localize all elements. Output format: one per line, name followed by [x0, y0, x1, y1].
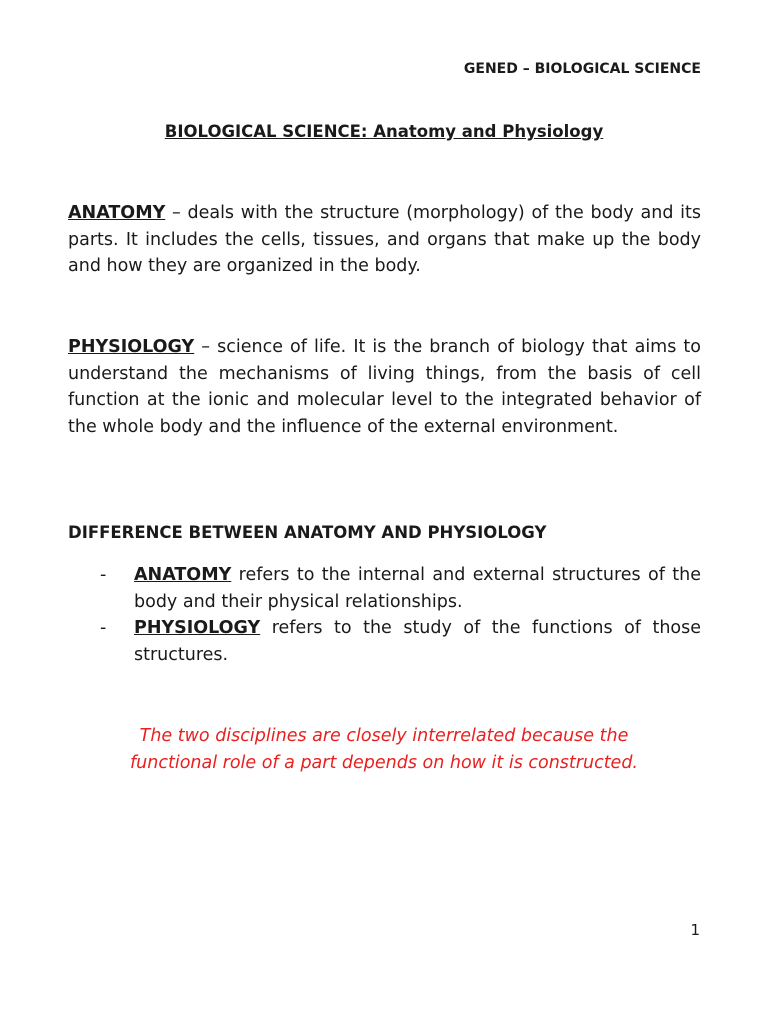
bullet-term-anatomy: ANATOMY: [134, 565, 232, 585]
physiology-definition-text: – science of life. It is the branch of biology that aims to understand the mechanisms of living things, from the basis of cell function at the ionic and molecular level to the integrated behavior of the whole body and the influence of the external environment.: [68, 337, 701, 437]
physiology-definition-paragraph: [68, 334, 701, 440]
document-title: [0, 122, 768, 141]
note-line-2: functional role of a part depends on how it is constructed.: [130, 752, 638, 773]
page-header: GENED – BIOLOGICAL SCIENCE: [463, 61, 701, 77]
anatomy-definition-text: – deals with the structure (morphology) of the body and its parts. It includes the cells, tissues, and organs that make up the body and how they are organized in the body.: [68, 203, 701, 276]
bullet-dash: -: [100, 565, 107, 585]
bullet-dash: -: [100, 618, 107, 638]
bullet-term-physiology: PHYSIOLOGY: [134, 618, 261, 638]
list-item: [68, 615, 701, 668]
page-number: 1: [690, 921, 700, 939]
difference-list: [68, 562, 701, 668]
document-title-text: BIOLOGICAL SCIENCE: Anatomy and Physiology: [164, 122, 604, 141]
anatomy-definition-paragraph: [68, 200, 701, 280]
physiology-term: PHYSIOLOGY: [68, 337, 195, 357]
bullet-text-physiology: refers to the study of the functions of those structures.: [134, 618, 701, 665]
note-line-1: The two disciplines are closely interrelated because the: [139, 726, 629, 746]
difference-heading: DIFFERENCE BETWEEN ANATOMY AND PHYSIOLOGY: [68, 523, 547, 542]
bullet-text-anatomy: refers to the internal and external structures of the body and their physical relationships.: [134, 565, 701, 612]
list-item: [68, 562, 701, 615]
interrelation-note: [0, 723, 768, 776]
anatomy-term: ANATOMY: [68, 203, 166, 223]
